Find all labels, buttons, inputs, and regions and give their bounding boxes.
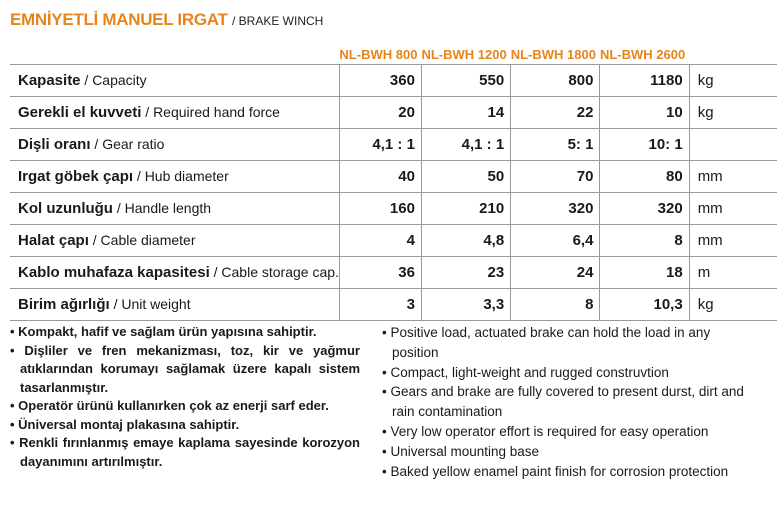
table-cell: 20 — [339, 97, 421, 129]
list-item: • Gears and brake are fully covered to present durst, dirt and rain contamination — [382, 384, 744, 420]
row-label — [10, 97, 339, 129]
row-label-turkish: Kablo muhafaza kapasitesi — [18, 264, 210, 281]
row-label-turkish: Dişli oranı — [18, 136, 91, 153]
table-cell: 5: 1 — [511, 129, 600, 161]
unit-cell: mm — [689, 225, 777, 257]
table-cell: 50 — [421, 161, 510, 193]
unit-header-spacer — [689, 44, 777, 65]
table-row — [10, 257, 777, 289]
row-label-turkish: Kapasite — [18, 72, 81, 89]
table-cell: 6,4 — [511, 225, 600, 257]
table-row — [10, 289, 777, 321]
row-label-english: / Capacity — [80, 72, 147, 88]
row-label — [10, 289, 339, 321]
table-cell: 23 — [421, 257, 510, 289]
table-row — [10, 161, 777, 193]
row-label-english: / Handle length — [112, 200, 212, 216]
list-item: • Baked yellow enamel paint finish for corrosion protection — [382, 463, 729, 479]
unit-cell: m — [689, 257, 777, 289]
row-label — [10, 65, 339, 97]
table-cell: 320 — [600, 193, 689, 225]
spec-table — [10, 44, 777, 321]
list-item: • Operatör ürünü kullanırken çok az enerji sarf eder. — [10, 398, 329, 413]
model-header: NL-BWH 1800 — [510, 46, 596, 62]
unit-cell: mm — [689, 161, 777, 193]
model-header-row — [10, 44, 777, 65]
row-label-turkish: Irgat göbek çapı — [18, 168, 134, 185]
row-label-turkish: Gerekli el kuvveti — [18, 104, 142, 121]
table-cell: 800 — [511, 65, 600, 97]
table-cell: 320 — [511, 193, 600, 225]
table-row — [10, 97, 777, 129]
table-cell: 10 — [600, 97, 689, 129]
features-list-turkish — [10, 323, 360, 471]
list-item: • Üniversal montaj plakasına sahiptir. — [10, 416, 240, 432]
row-label-english: / Cable diameter — [88, 232, 196, 248]
table-cell: 550 — [421, 65, 510, 97]
table-cell: 3 — [339, 289, 421, 321]
table-row — [10, 193, 777, 225]
table-cell: 14 — [421, 97, 510, 129]
row-label-english: / Unit weight — [109, 296, 191, 312]
row-label-english: / Required hand force — [141, 104, 280, 120]
table-cell: 18 — [600, 257, 689, 289]
table-row — [10, 129, 777, 161]
table-cell: 22 — [511, 97, 600, 129]
unit-cell: kg — [689, 97, 777, 129]
table-cell: 80 — [600, 161, 689, 193]
title-english: / BRAKE WINCH — [232, 14, 324, 28]
title-turkish: EMNİYETLİ MANUEL IRGAT — [10, 10, 228, 29]
table-cell: 8 — [511, 289, 600, 321]
row-label-turkish: Kol uzunluğu — [18, 200, 113, 217]
table-row — [10, 65, 777, 97]
table-cell: 1180 — [600, 65, 689, 97]
table-cell: 160 — [339, 193, 421, 225]
model-header: NL-BWH 1200 — [421, 46, 507, 62]
features-list-english — [382, 323, 756, 481]
table-row — [10, 225, 777, 257]
unit-cell: kg — [689, 289, 777, 321]
page-title — [10, 10, 323, 30]
list-item: • Renkli fırınlanmış emaye kaplama sayesinde korozyon dayanımını artırılmıştır. — [10, 435, 360, 469]
table-cell: 4,8 — [421, 225, 510, 257]
row-label — [10, 161, 339, 193]
unit-cell: kg — [689, 65, 777, 97]
unit-cell: mm — [689, 193, 777, 225]
row-label — [10, 257, 339, 289]
row-label — [10, 193, 339, 225]
header-spacer — [10, 44, 339, 65]
row-label — [10, 129, 339, 161]
row-label-turkish: Halat çapı — [18, 232, 89, 249]
row-label-english: / Hub diameter — [133, 168, 229, 184]
model-header: NL-BWH 2600 — [599, 46, 686, 62]
table-cell: 4,1 : 1 — [421, 129, 510, 161]
table-cell: 3,3 — [421, 289, 510, 321]
list-item: • Positive load, actuated brake can hold the load in any position — [382, 325, 711, 360]
row-label-english: / Gear ratio — [90, 136, 165, 152]
table-cell: 4 — [339, 225, 421, 257]
row-label — [10, 225, 339, 257]
table-cell: 24 — [511, 257, 600, 289]
list-item: • Compact, light-weight and rugged construvtion — [382, 364, 669, 380]
table-cell: 210 — [421, 193, 510, 225]
table-cell: 10: 1 — [600, 129, 689, 161]
model-header: NL-BWH 800 — [339, 46, 418, 62]
table-cell: 36 — [339, 257, 421, 289]
row-label-turkish: Birim ağırlığı — [18, 296, 110, 313]
list-item: • Kompakt, hafif ve sağlam ürün yapısına sahiptir. — [10, 324, 317, 339]
table-cell: 8 — [600, 225, 689, 257]
table-cell: 70 — [511, 161, 600, 193]
table-cell: 40 — [339, 161, 421, 193]
row-label-english: / Cable storage cap. — [209, 264, 339, 280]
unit-cell — [689, 129, 777, 161]
table-cell: 10,3 — [600, 289, 689, 321]
table-cell: 4,1 : 1 — [339, 129, 421, 161]
list-item: • Universal mounting base — [382, 443, 540, 459]
list-item: • Very low operator effort is required for easy operation — [382, 423, 709, 439]
list-item: • Dişliler ve fren mekanizması, toz, kir ve yağmur atıklarından korumayı sağlamak üzere kapalı sistem tasarlanmıştır. — [10, 342, 360, 395]
table-cell: 360 — [339, 65, 421, 97]
